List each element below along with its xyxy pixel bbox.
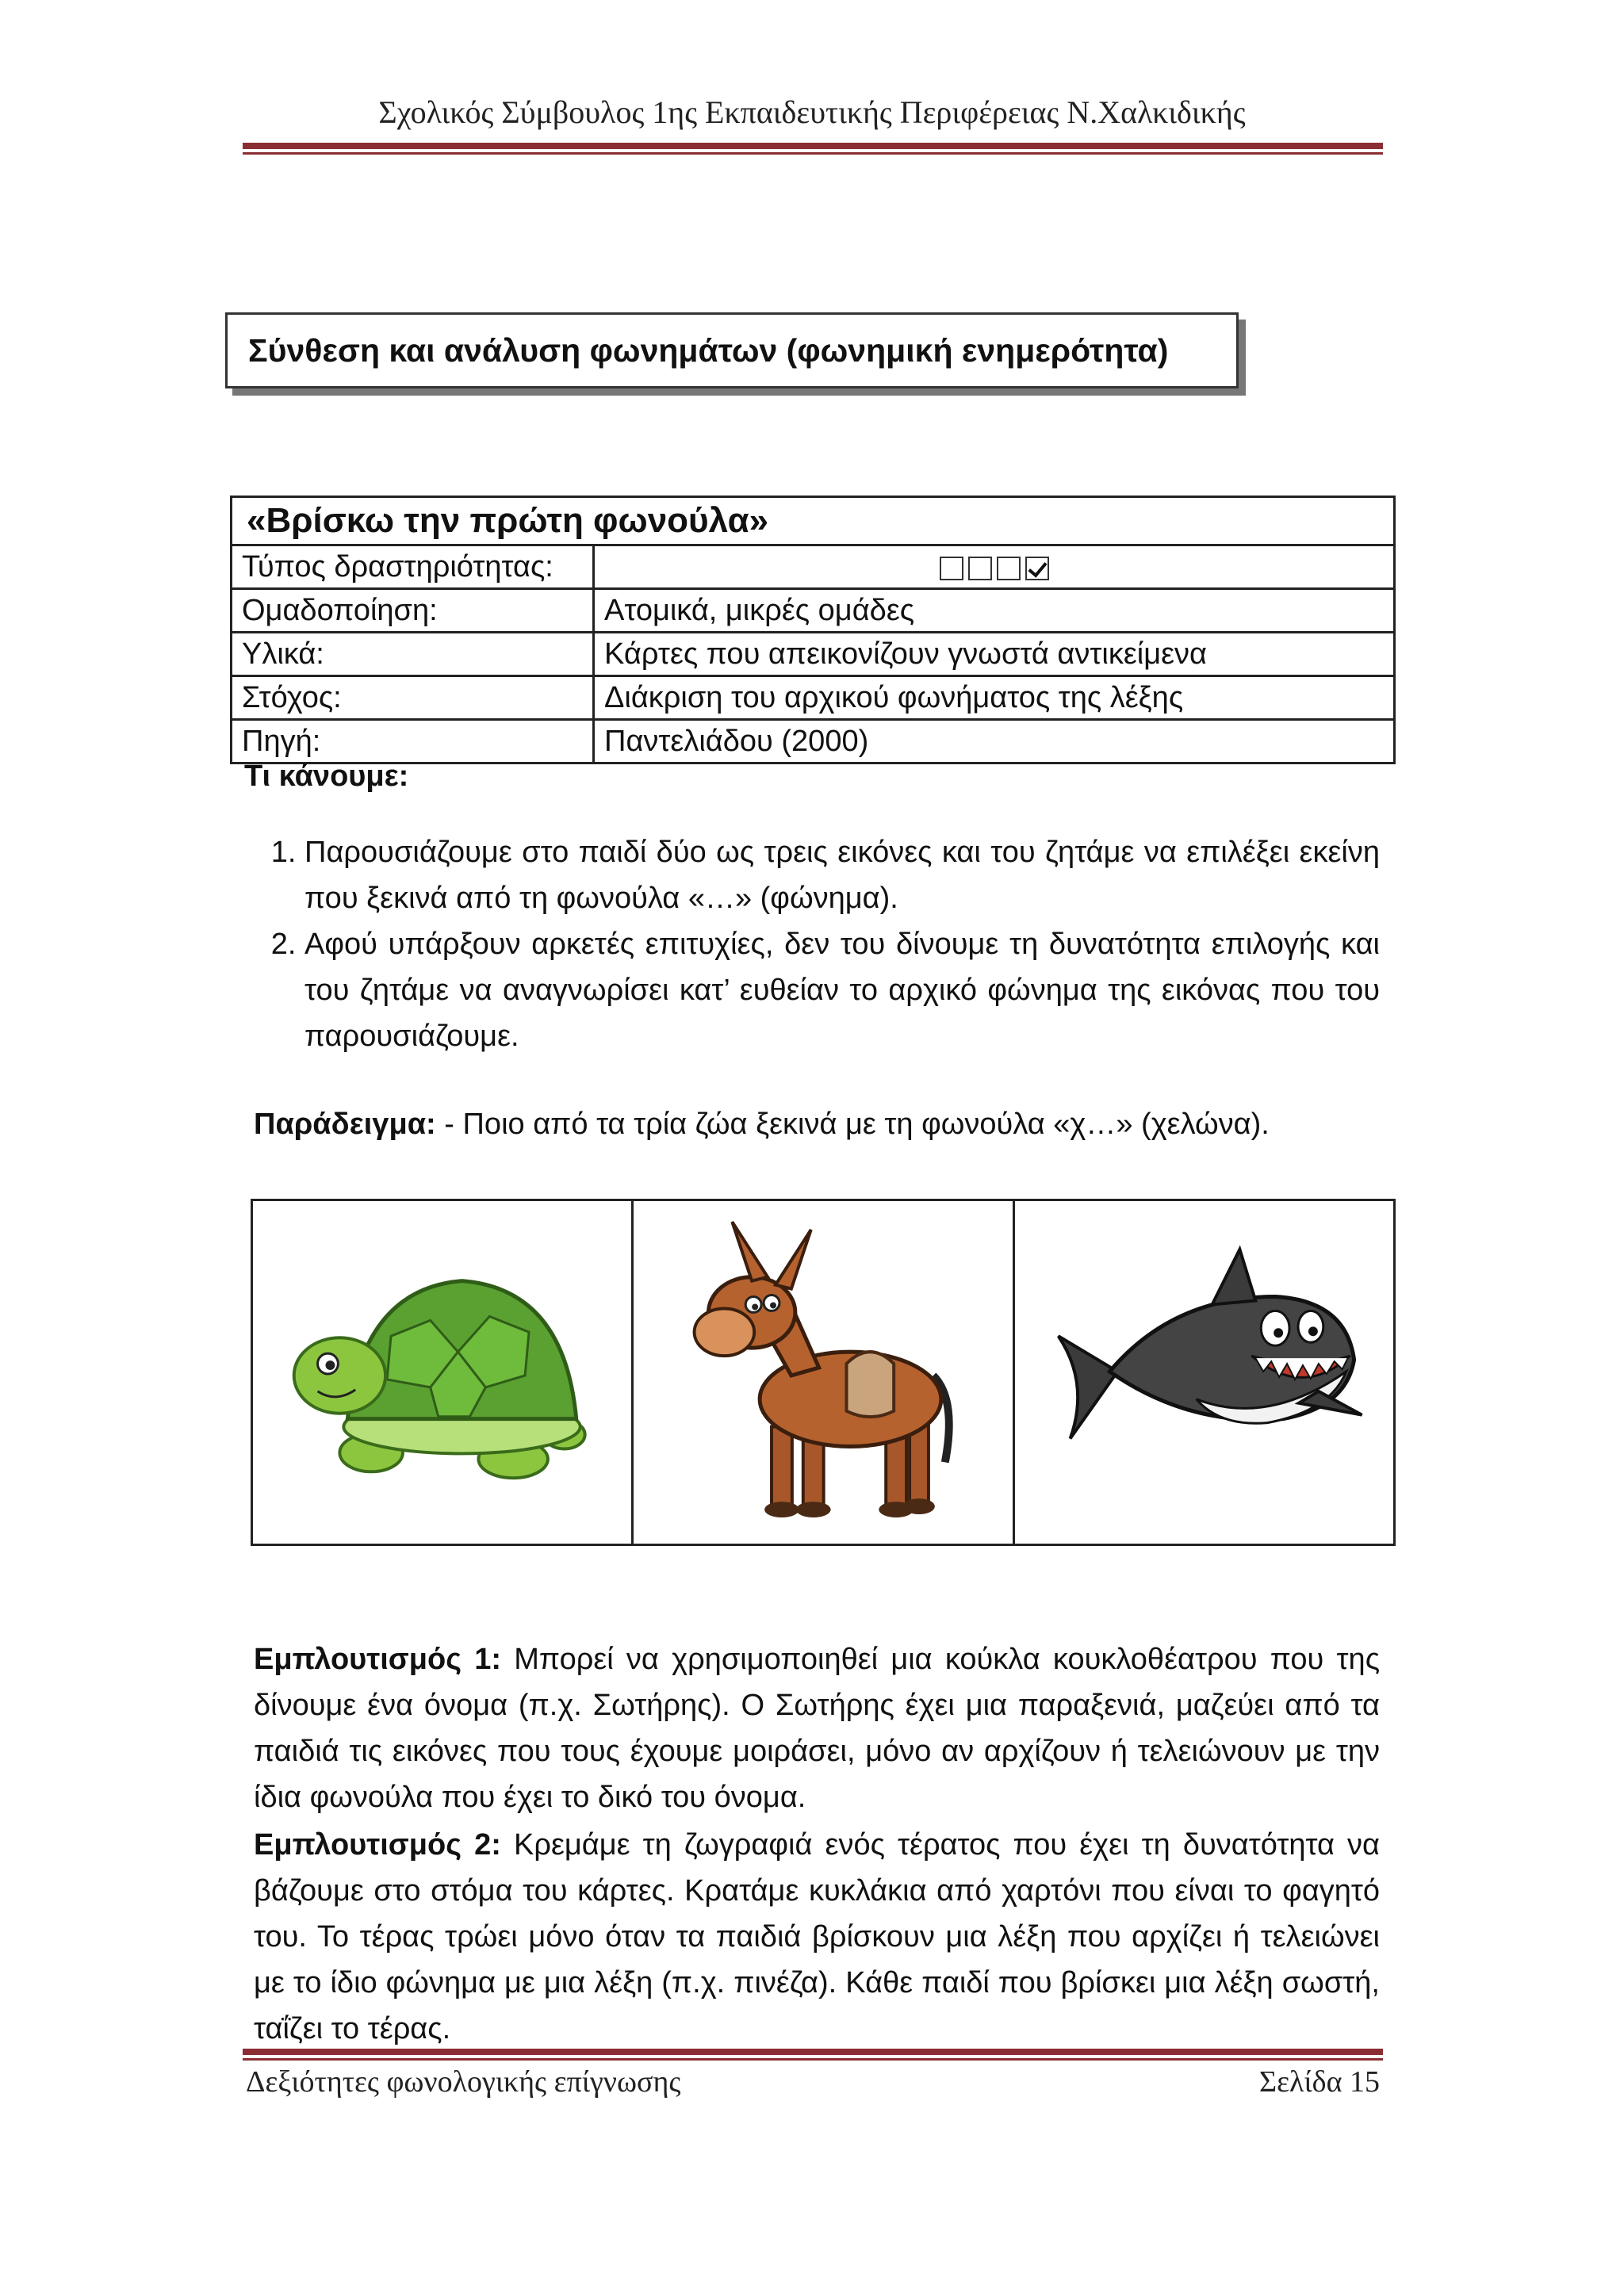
activity-type-checkboxes [594, 545, 1395, 589]
row-label: Τύπος δραστηριότητας: [232, 545, 594, 589]
example-label: Παράδειγμα: [254, 1108, 436, 1141]
table-row [232, 497, 1395, 545]
table-row [232, 589, 1395, 633]
table-row [232, 545, 1395, 589]
donkey-icon [634, 1201, 1012, 1544]
row-value: Ατομικά, μικρές ομάδες [594, 589, 1395, 633]
picture-cell [634, 1201, 1014, 1544]
activity-table [230, 496, 1396, 764]
row-label: Στόχος: [232, 676, 594, 720]
page-header: Σχολικός Σύμβουλος 1ης Εκπαιδευτικής Περιφέρειας Ν.Χαλκιδικής [378, 94, 1246, 130]
what-we-do-heading: Τι κάνουμε: [244, 760, 409, 793]
section-title: Σύνθεση και ανάλυση φωνημάτων (φωνημική ενημερότητα) [248, 331, 1169, 369]
example-paragraph [254, 1108, 1270, 1142]
row-label: Πηγή: [232, 720, 594, 763]
example-text: - Ποιο από τα τρία ζώα ξεκινά με τη φωνούλα «χ…» (χελώνα). [435, 1108, 1270, 1141]
row-label: Υλικά: [232, 633, 594, 676]
page-number: Σελίδα 15 [1258, 2065, 1380, 2099]
table-row [232, 633, 1395, 676]
checkbox-checked-icon [1025, 557, 1049, 580]
enrichment-label: Εμπλουτισμός 1: [254, 1643, 502, 1676]
shark-icon [1015, 1201, 1393, 1544]
enrichment-paragraph [254, 1636, 1380, 1820]
enrichment-text: Κρεμάμε τη ζωγραφιά ενός τέρατος που έχει τη δυνατότητα να βάζουμε στο στόμα του κάρτες. Κρατάμε κυκλάκια από χαρτόνι που είναι το φαγητό του. Το τέρας τρώει μόνο όταν τα παιδιά βρίσκουν μια λέξη που αρχίζει ή τελειώνει με το ίδιο φώνημα με μια λέξη (π.χ. πινέζα). Κάθε παιδί που βρίσκει μια λέξη σωστή, ταΐζει το τέρας. [254, 1828, 1380, 2045]
table-row [232, 720, 1395, 763]
enrichment-label: Εμπλουτισμός 2: [254, 1828, 501, 1862]
picture-cell [253, 1201, 634, 1544]
turtle-icon [253, 1201, 631, 1544]
enrichment-paragraph [254, 1822, 1380, 2052]
row-value: Κάρτες που απεικονίζουν γνωστά αντικείμενα [594, 633, 1395, 676]
footer-title: Δεξιότητες φωνολογικής επίγνωσης [246, 2065, 681, 2099]
row-label: Ομαδοποίηση: [232, 589, 594, 633]
activity-title: «Βρίσκω την πρώτη φωνούλα» [232, 497, 1395, 545]
footer-rule [243, 2049, 1383, 2061]
enrichment-text: Μπορεί να χρησιμοποιηθεί μια κούκλα κουκλοθέατρου που της δίνουμε ένα όνομα (π.χ. Σωτήρης). Ο Σωτήρης έχει μια παραξενιά, μαζεύει από τα παιδιά τις εικόνες που τους έχουμε μοιράσει, μόνο αν αρχίζουν ή τελειώνουν με την ίδια φωνούλα που έχει το δικό του όνομα. [254, 1643, 1381, 1814]
row-value: Παντελιάδου (2000) [594, 720, 1395, 763]
animal-pictures [251, 1199, 1396, 1546]
row-value: Διάκριση του αρχικού φωνήματος της λέξης [594, 676, 1395, 720]
steps-list [252, 829, 1380, 1059]
checkbox-empty-icon [997, 557, 1021, 580]
table-row [232, 676, 1395, 720]
header-rule [243, 143, 1383, 155]
picture-cell [1015, 1201, 1393, 1544]
list-item: 2. Αφού υπάρξουν αρκετές επιτυχίες, δεν του δίνουμε τη δυνατότητα επιλογής και του ζητάμε να αναγνωρίσει κατ’ ευθείαν το αρχικό φώνημα της εικόνας που του παρουσιάζουμε. [304, 921, 1380, 1059]
checkbox-empty-icon [940, 557, 963, 580]
section-title-box [225, 312, 1239, 388]
list-item: 1. Παρουσιάζουμε στο παιδί δύο ως τρεις εικόνες και του ζητάμε να επιλέξει εκείνη που ξεκινά από τη φωνούλα «…» (φώνημα). [304, 829, 1380, 921]
checkbox-empty-icon [968, 557, 992, 580]
